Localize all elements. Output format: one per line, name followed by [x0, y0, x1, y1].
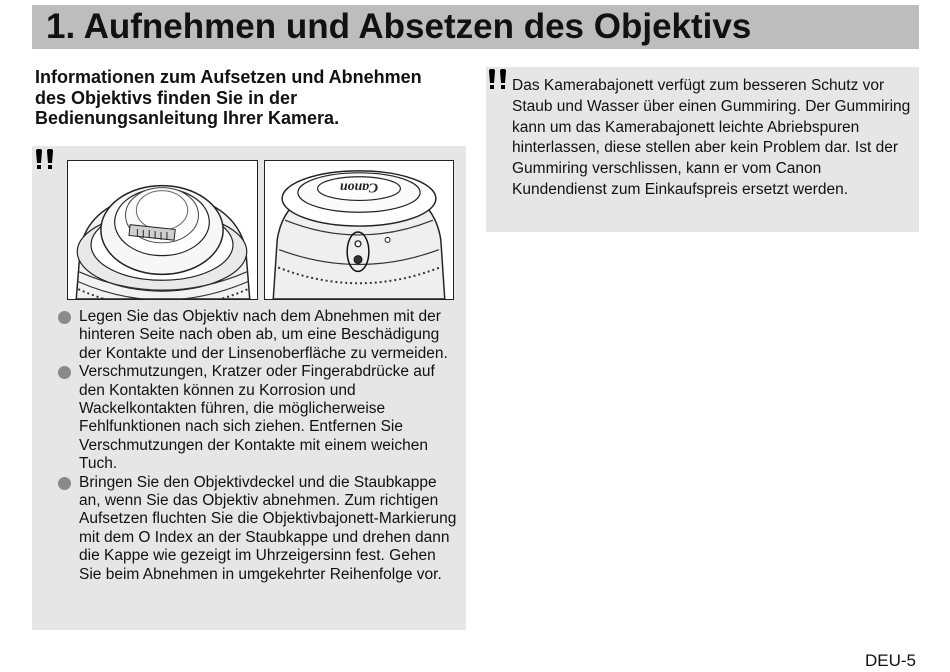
- title-bar: [32, 5, 919, 49]
- list-item-text: Bringen Sie den Objektivdeckel und die Staubkappe an, wenn Sie das Objektiv abnehmen. Zum richtigen Aufsetzen fluchten Sie die Objektivbajonett-Markierung mit dem O Index an der Staubkappe und drehen dann die Kappe wie gezeigt im Uhrzeigersinn fest. Gehen Sie beim Abnehmen in umgekehrter Reihenfolge vor.: [79, 473, 457, 583]
- bullet-icon: [58, 366, 71, 379]
- cap-logo: Canon: [339, 180, 379, 196]
- list-item: [56, 363, 458, 473]
- page-number: DEU-5: [864, 651, 916, 670]
- lens-dust-cap-icon: [265, 161, 453, 299]
- precaution-list: [56, 308, 458, 584]
- mount-caution-text: Das Kamerabajonett verfügt zum besseren Schutz vor Staub und Wasser über einen Gummiring. Der Gummiring kann um das Kamerabajonett leichte Abriebspuren hinterlassen, diese stellen aber kein Problem dar. Ist der Gummiring verschlissen, kann er vom Canon Kundendienst zum Einkaufspreis ersetzt werden.: [512, 77, 911, 198]
- bullet-icon: [58, 477, 71, 490]
- lens-dust-cap-photo: [264, 160, 454, 300]
- list-item: [56, 474, 458, 584]
- caution-icon: [35, 149, 54, 171]
- caution-panel-left: [32, 146, 466, 630]
- list-item: [56, 308, 458, 363]
- intro-text: Informationen zum Aufsetzen und Abnehmen des Objektivs finden Sie in der Bedienungsanleitung Ihrer Kamera.: [35, 67, 422, 128]
- page-title: 1. Aufnehmen und Absetzen des Objektivs: [46, 7, 752, 46]
- list-item-text: Legen Sie das Objektiv nach dem Abnehmen mit der hinteren Seite nach oben ab, um eine Beschädigung der Kontakte und der Linsenoberfläche zu vermeiden.: [79, 308, 448, 362]
- lens-rear-mount-photo: [67, 160, 258, 300]
- bullet-icon: [58, 311, 71, 324]
- lens-rear-mount-icon: [68, 161, 257, 299]
- caution-icon: [488, 69, 507, 91]
- caution-panel-right: [486, 67, 919, 232]
- list-item-text: Verschmutzungen, Kratzer oder Fingerabdrücke auf den Kontakten können zu Korrosion und Wackelkontakten führen, die möglicherweise Fehlfunktionen nach sich ziehen. Entfernen Sie Verschmutzungen der Kontakte mit einem weichen Tuch.: [79, 363, 435, 473]
